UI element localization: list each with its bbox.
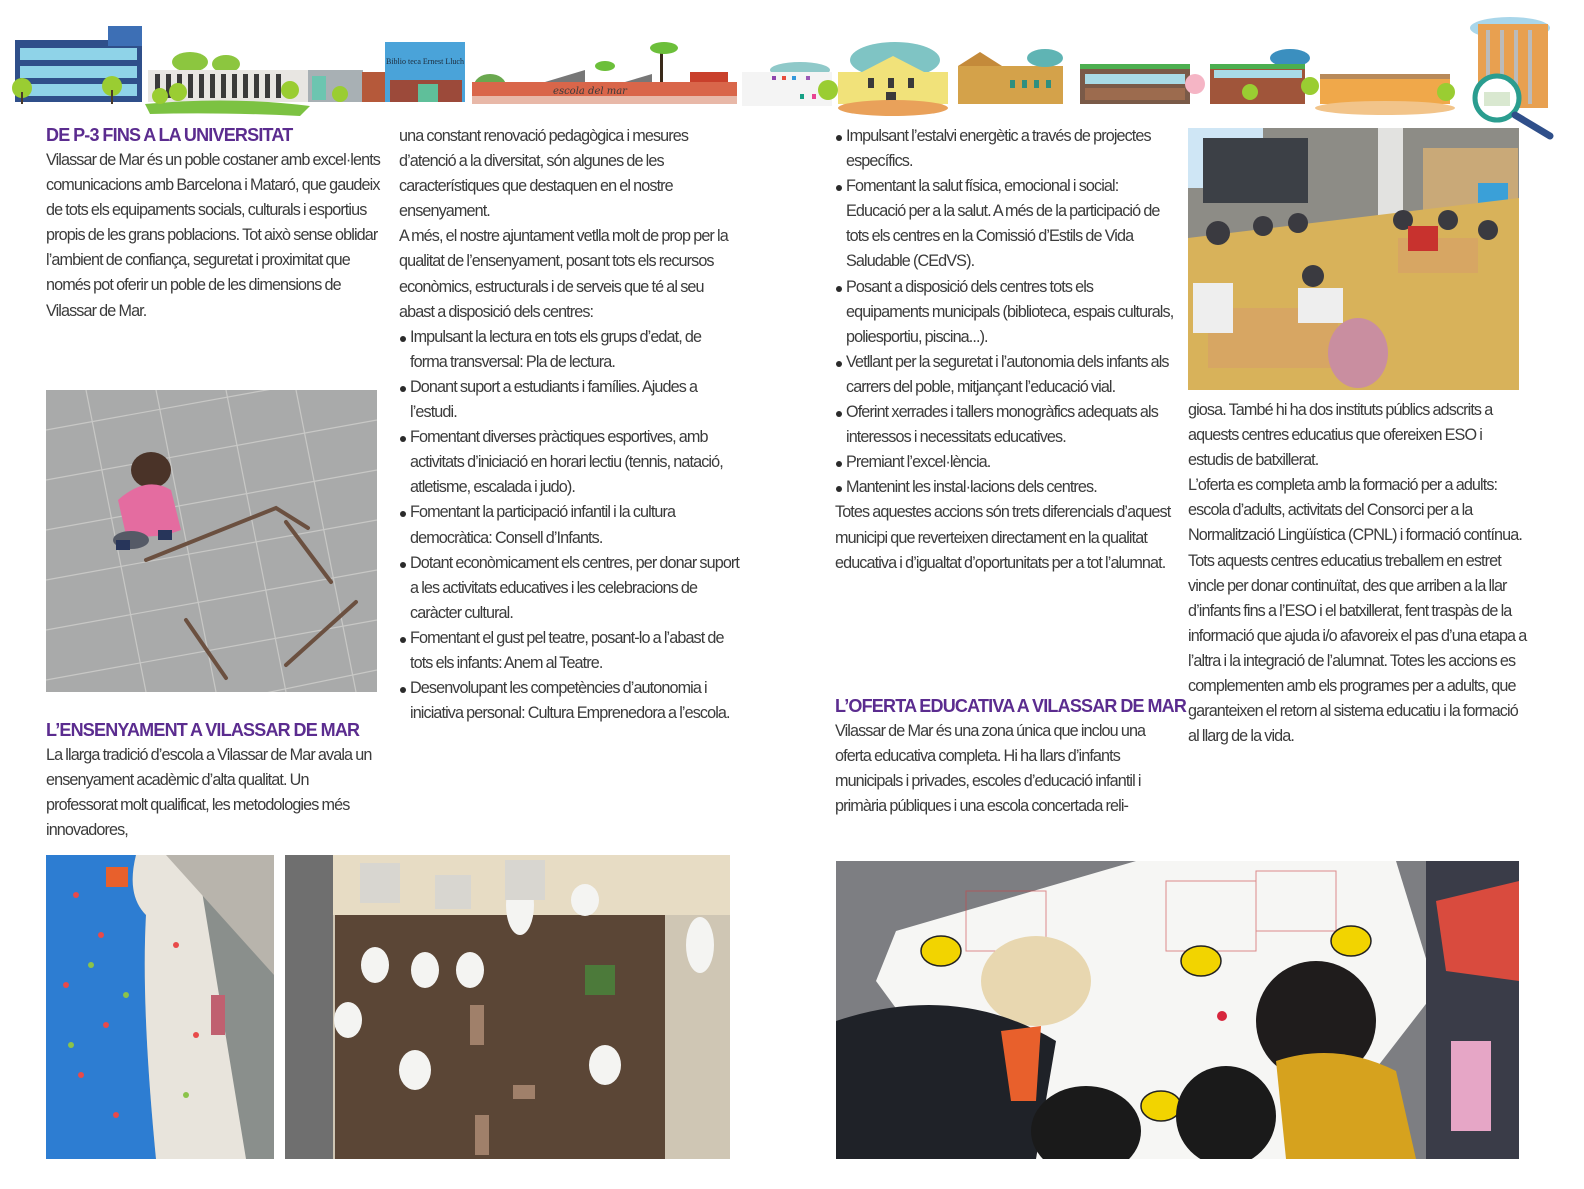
column-2	[399, 124, 739, 726]
photo-child-sticks	[46, 390, 377, 692]
building-yellow-townhall	[818, 42, 948, 116]
heading-offer: L’OFERTA EDUCATIVA A VILASSAR DE MAR	[835, 696, 1187, 716]
building-low-school-1	[1080, 64, 1205, 104]
column-1-lower	[46, 718, 381, 843]
offer-body-2: giosa. També hi ha dos instituts públics adscrits a aquests centres educatius que ofereixen ESO i estudis de batxillerat.	[1188, 401, 1493, 470]
offer-body-3: L’oferta es completa amb la formació per a adults: escola d’adults, activitats del Consorci per a la Normalització Lingüística (CPNL) i formació contínua.	[1188, 476, 1522, 545]
photo-classroom	[1188, 128, 1519, 390]
municipal-actions-list-1	[399, 325, 739, 727]
column-4	[1188, 398, 1528, 749]
list-item: Fomentant el gust pel teatre, posant-lo a l’abast de tots els infants: Anem al Teatre.	[399, 626, 739, 676]
teaching-body-2: una constant renovació pedagògica i mesures d’atenció a la diversitat, són algunes de les característiques que destaquen en el nostre ensenyament.	[399, 127, 689, 221]
municipal-actions-list-2	[835, 124, 1175, 500]
library-sign: Biblio teca Ernest Lluch	[386, 57, 464, 66]
offer-body-4: Tots aquests centres educatius treballem en estret vincle per donar continuïtat, des que arriben a la llar d’infants fins a l’ESO i el batxillerat, fent traspàs de la informació que ajuda i/o afavoreix el pas d’una etapa a l’altra i la integració de l’alumnat. Totes les accions es complementen amb els programes per a adults, que garanteixen el retorn al sistema educatiu i la formació al llarg de la vida.	[1188, 551, 1527, 746]
building-low-school-2	[1210, 49, 1319, 104]
building-orange-kindergarten	[1315, 74, 1455, 115]
column-3	[835, 124, 1175, 576]
list-item: Fomentant diverses pràctiques esportives, amb activitats d’iniciació en horari lectiu (tennis, natació, atletisme, escalada i judo).	[399, 425, 739, 500]
building-white-colorful	[742, 62, 832, 106]
photo-garden	[285, 855, 730, 1159]
school-buildings-illustration	[0, 0, 1584, 140]
photo-climbing-wall	[46, 855, 274, 1159]
building-escola-del-mar	[472, 42, 737, 104]
list-item: Oferint xerrades i tallers monogràfics adequats als interessos i necessitats educatives.	[835, 400, 1175, 450]
list-item: Premiant l’excel·lència.	[835, 450, 1175, 475]
list-item: Impulsant la lectura en tots els grups d’edat, de forma transversal: Pla de lectura.	[399, 325, 739, 375]
teaching-body-3: A més, el nostre ajuntament vetlla molt de prop per la qualitat de l’ensenyament, posant tots els recursos econòmics, estructurals i de serveis que té al seu abast a disposició dels centres:	[399, 227, 728, 321]
column-3-lower	[835, 694, 1187, 819]
photo-bee-bots	[836, 861, 1519, 1159]
list-item: Donant suport a estudiants i famílies. Ajudes a l’estudi.	[399, 375, 739, 425]
list-item: Dotant econòmicament els centres, per donar suport a les activitats educatives i les celebracions de caràcter cultural.	[399, 551, 739, 626]
building-ochre-church	[958, 49, 1063, 104]
offer-body-1: Vilassar de Mar és una zona única que inclou una oferta educativa completa. Hi ha llars d’infants municipals i privades, escoles d’educació infantil i primària públiques i una escola concertada reli-	[835, 722, 1146, 816]
list-item: Fomentant la salut física, emocional i social: Educació per a la salut. A més de la participació de tots els centres en la Comissió d’Estils de Vida Saludable (CEdVS).	[835, 174, 1175, 274]
list-item: Desenvolupant les competències d’autonomia i iniciativa personal: Cultura Emprenedora a l’escola.	[399, 676, 739, 726]
list-item: Impulsant l’estalvi energètic a través de projectes específics.	[835, 124, 1175, 174]
column-1	[46, 123, 381, 324]
list-item: Posant a disposició dels centres tots els equipaments municipals (biblioteca, espais culturals, poliesportiu, piscina...).	[835, 275, 1175, 350]
heading-teaching: L’ENSENYAMENT A VILASSAR DE MAR	[46, 720, 360, 740]
p3-university-body: Vilassar de Mar és un poble costaner amb excel·lents comunicacions amb Barcelona i Mataró, que gaudeix de tots els equipaments socials, culturals i esportius propis de les grans poblacions. Tot això sense oblidar l’ambient de confiança, seguretat i proximitat que només pot oferir un poble de les dimensions de Vilassar de Mar.	[46, 151, 381, 320]
list-item: Vetllant per la seguretat i l’autonomia dels infants als carrers del poble, mitjançant l’educació vial.	[835, 350, 1175, 400]
school-sign: escola del mar	[553, 86, 627, 97]
teaching-body-1: La llarga tradició d’escola a Vilassar de Mar avala un ensenyament acadèmic d’alta qualitat. Un professorat molt qualificat, les metodologies més innovadores,	[46, 746, 372, 840]
list-item: Fomentant la participació infantil i la cultura democràtica: Consell d’Infants.	[399, 500, 739, 550]
teaching-closing: Totes aquestes accions són trets diferencials d’aquest municipi que reverteixen directament en la qualitat educativa i d’igualtat d’oportunitats per a tot l’alumnat.	[835, 503, 1171, 572]
building-striped	[145, 52, 363, 116]
building-modern-blue	[12, 26, 142, 104]
heading-p3-university: DE P-3 FINS A LA UNIVERSITAT	[46, 125, 293, 145]
list-item: Mantenint les instal·lacions dels centres.	[835, 475, 1175, 500]
